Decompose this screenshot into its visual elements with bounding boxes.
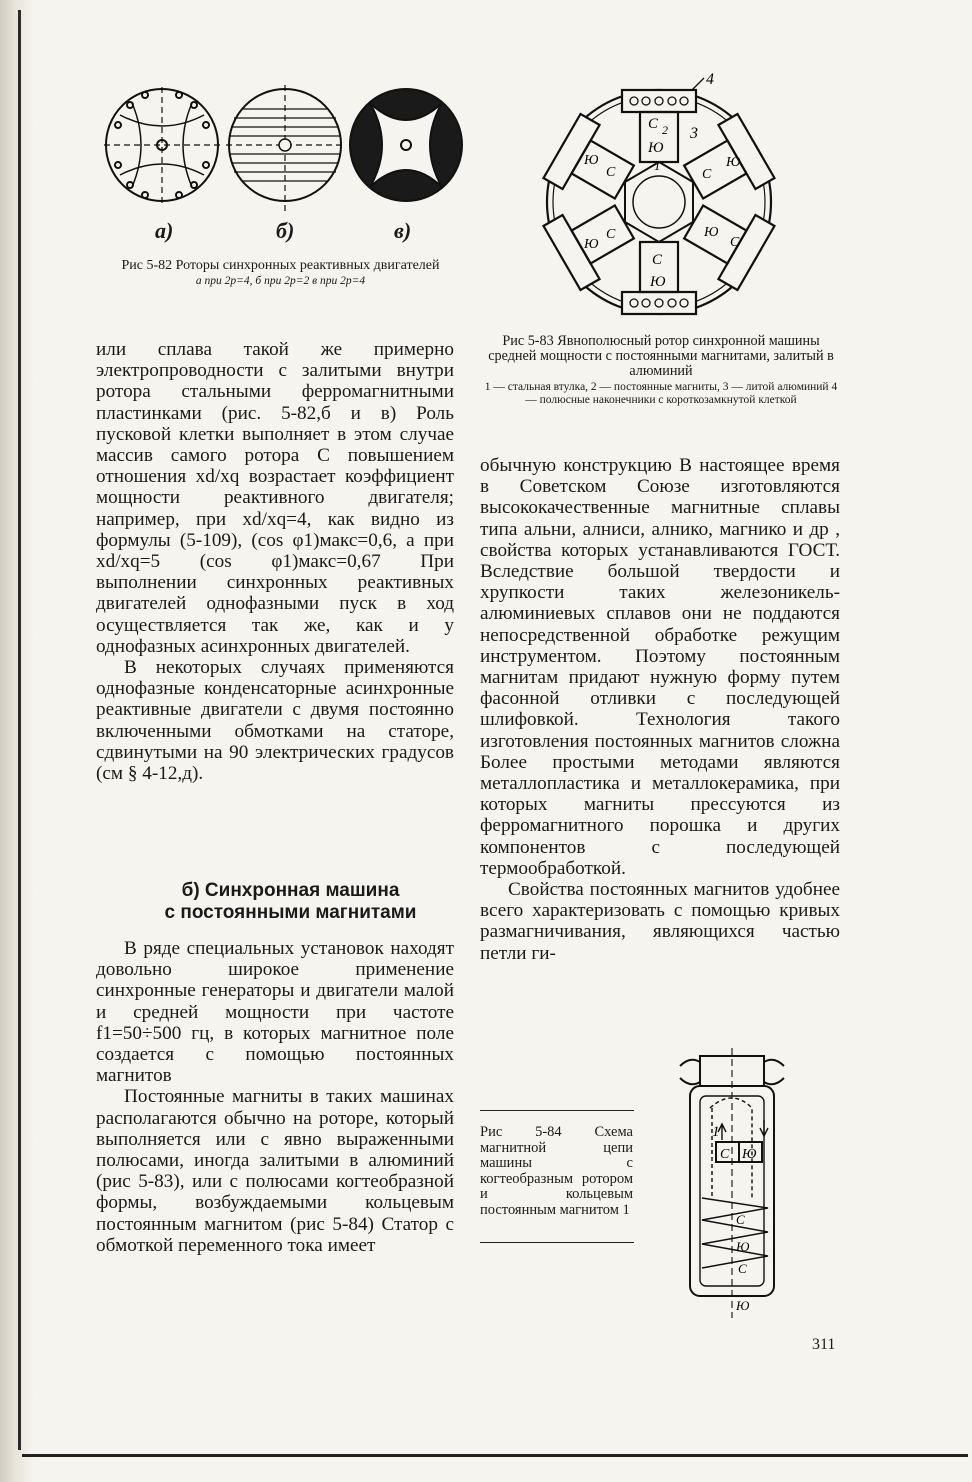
figure-5-82-rotors <box>100 85 440 215</box>
section-heading-line-2: с постоянными магнитами <box>164 902 417 923</box>
binding-edge-line <box>18 10 21 1450</box>
figure-5-82-caption <box>98 258 463 288</box>
pole-label-n-magnet: Ю <box>742 1147 757 1162</box>
left-paragraph-4: Постоянные магниты в таких машинах располагаются обычно на роторе, который выполняется или с явно выраженными полюсами, иногда залитыми в алюминий (рис 5-83), или с полюсами когтеобразной формы, возбуждаемыми кольцевым постоянным магнитом (рис 5-84) Статор с обмоткой переменного тока имеет <box>96 1086 454 1256</box>
pole-label-s-lower: С <box>738 1261 747 1276</box>
left-column-upper <box>96 339 454 784</box>
pole-label-n-ll: Ю <box>584 237 599 252</box>
callout-2: 2 <box>662 123 668 137</box>
left-paragraph-1: или сплава такой же примерно электропроводности с залитыми внутри ротора стальными ферромагнитными пластинками (рис. 5-82,б и в) Роль пусковой клетки выполняет в этом случае массив самого ротора С повышением отношения xd/xq возрастает коэффициент мощности реактивного двигателя; например, при xd/xq=4, как видно из формулы (5-109), (cos φ1)макс=0,6, а при xd/xq=5 (cos φ1)макс=0,67 При выполнении синхронных реактивных двигателей однофазными пуск в ход осуществляется так же, как и у однофазных асинхронных двигателей. <box>96 339 454 657</box>
pole-label-s-lr: С <box>730 235 740 250</box>
rotor-v <box>350 89 462 201</box>
pole-label-s-ur: С <box>702 167 712 182</box>
right-paragraph-2: Свойства постоянных магнитов удобнее всего характеризовать с помощью кривых размагничивания, являющихся частью петли ги- <box>480 879 840 964</box>
callout-4: 4 <box>706 71 714 88</box>
book-binding-shadow <box>0 0 34 1482</box>
figure-5-82-title: Рис 5-82 Роторы синхронных реактивных двигателей <box>121 258 440 273</box>
figure-5-82-subcaption: а при 2p=4, б при 2p=2 в при 2p=4 <box>195 275 366 287</box>
right-paragraph-1: обычную конструкцию В настоящее время в Советском Союзе изготовляются высококачественные магнитные сплавы типа альни, алниси, алнико, магнико и др , свойства которых устанавливаются ГОСТ. Вследствие большой твердости и хрупкости таких железоникель-алюминиевых сплавов они не поддаются непосредственной обработке режущим инструментом. Поэтому постоянным магнитам придают нужную форму путем фасонной отливки с последующей шлифовкой. Технология такого изготовления постоянных магнитов сложна Более простыми методами являются металлопластика и металлокерамика, при которых магниты прессуются из ферромагнитного порошка и других компонентов с последующей термообработкой. <box>480 455 840 879</box>
pole-label-n-middle: Ю <box>736 1239 750 1254</box>
rotor-a <box>104 87 220 203</box>
figure-5-83-title: Рис 5-83 Явнополюсный ротор синхронной машины средней мощности с постоянными магнитами, залитый в алюминий <box>488 333 834 379</box>
pole-label-s-top: С <box>648 116 659 132</box>
figure-label-v: в) <box>394 218 412 243</box>
pole-label-n-top: Ю <box>648 140 664 156</box>
pole-label-n-bottom: Ю <box>650 274 666 290</box>
callout-1: 1 <box>712 1124 720 1140</box>
figure-5-84-caption: Рис 5-84 Схема магнитной цепи машины с когтеобразным ротором и кольцевым постоянным магнитом 1 <box>480 1124 633 1218</box>
left-paragraph-2: В некоторых случаях применяются однофазные конденсаторные асинхронные реактивные двигатели с двумя постоянно включенными обмотками на статоре, сдвинутыми на 90 электрических градусов (см § 4-12,д). <box>96 657 454 785</box>
figure-5-84-rule-bottom <box>480 1242 634 1243</box>
pole-label-n-ur: Ю <box>726 155 741 170</box>
left-paragraph-3: В ряде специальных установок находят довольно широкое применение синхронные генераторы и двигатели малой и средней мощности при частоте f1=50÷500 гц, в которых магнитное поле создается с помощью постоянных магнитов <box>96 938 454 1087</box>
pole-label-s-bottom: С <box>652 252 663 268</box>
page-number: 311 <box>812 1336 836 1353</box>
right-column <box>480 455 840 964</box>
figure-5-84-rule-top <box>480 1110 634 1111</box>
pole-label-n-bottom: Ю <box>736 1298 750 1313</box>
pole-label-s-upper: С <box>736 1212 745 1227</box>
figure-5-83-rotor <box>542 71 782 318</box>
section-heading <box>118 880 463 924</box>
pole-label-s-ll: С <box>606 227 616 242</box>
pole-label-n-lr: Ю <box>704 225 719 240</box>
figure-5-84-magnetic-circuit <box>672 1048 822 1318</box>
figure-label-b: б) <box>276 218 295 243</box>
figure-5-83-caption <box>480 334 842 407</box>
left-column-lower <box>96 938 454 1256</box>
figure-5-83-legend: 1 — стальная втулка, 2 — постоянные магниты, 3 — литой алюминий 4 — полюсные наконечники с короткозамкнутой клеткой <box>484 381 838 406</box>
section-heading-line-1: б) Синхронная машина <box>181 880 400 901</box>
figure-label-a: а) <box>155 218 174 243</box>
callout-3: 3 <box>690 125 698 142</box>
callout-1: 1 <box>654 158 661 173</box>
pole-label-s-magnet: С <box>720 1147 730 1162</box>
page-bottom-edge <box>22 1454 968 1457</box>
pole-label-n-ul: Ю <box>584 153 599 168</box>
rotor-b <box>226 85 344 213</box>
pole-label-s-ul: С <box>606 165 616 180</box>
